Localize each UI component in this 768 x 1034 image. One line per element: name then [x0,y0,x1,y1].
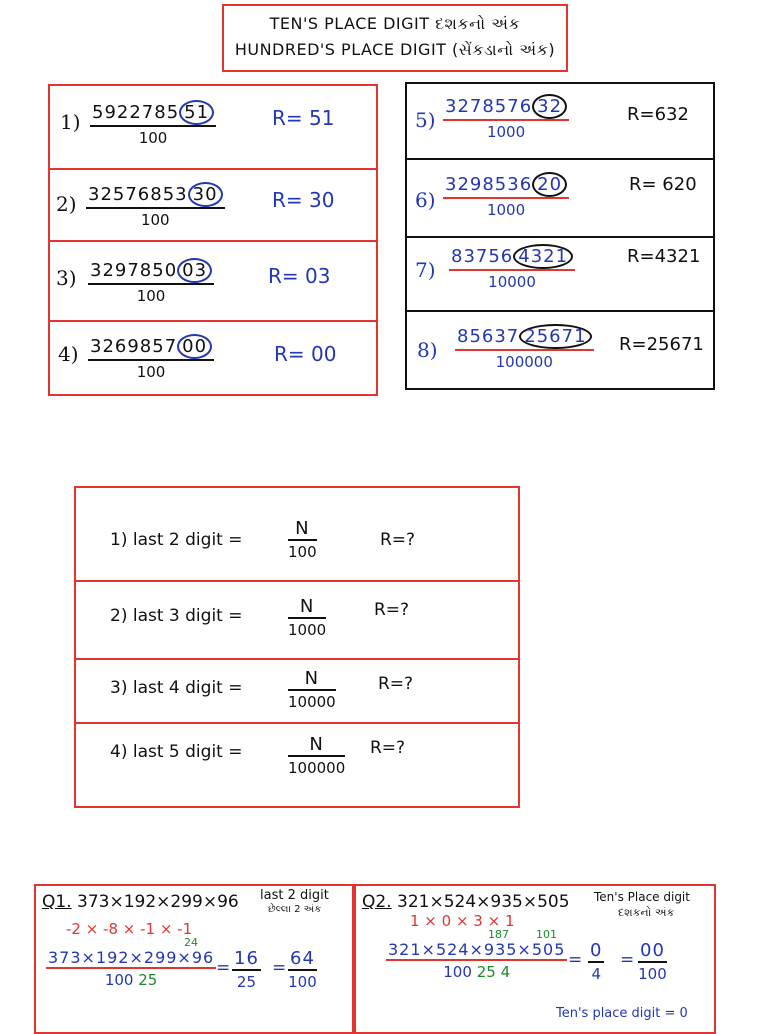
q2-question: 321×524×935×505 [397,892,570,912]
title-box [222,4,568,72]
rule-result: R=? [370,738,406,758]
rule-fraction: N 100 [288,518,317,561]
q1-equals: = [216,958,231,978]
denominator: 100 [88,359,214,381]
rules-box [74,486,520,808]
denominator: 1000 [443,197,569,219]
rule-result: R=? [380,530,416,550]
example-fraction [90,100,216,147]
q1-step: -2 × -8 × -1 × -1 [66,920,193,938]
example-label: 5) [415,108,436,132]
title-line-1: TEN'S PLACE DIGIT દશકનો અંક [269,14,521,33]
circled-digits: 30 [188,182,223,207]
example-label: 2) [56,192,77,216]
q2-fraction: $\frac{321\times 524\times 935\times 505}{100 25 4}$ [388,940,566,981]
q2-small-number: 187 [488,928,509,941]
example-label: 6) [415,188,436,212]
divider [50,240,376,242]
example-label: 8) [417,338,438,362]
q2-equals: = [620,950,635,970]
right-examples-box [405,82,715,390]
numerator: 83756 [451,246,514,267]
numerator: 3269857 [90,336,178,357]
numerator: 85637 [457,326,520,347]
example-fraction [455,324,594,371]
q2-answer: Ten's place digit = 0 [556,1006,688,1021]
rule-text: 4) last 5 digit = [110,742,243,762]
q1-box [34,884,354,1034]
rule-fraction: N 10000 [288,668,336,711]
example-fraction [88,258,214,305]
denominator: 100 [90,125,216,147]
example-fraction [86,182,225,229]
q2-eq1: 0 4 [590,940,603,983]
numerator: 3297850 [90,260,178,281]
example-result: R=25671 [619,334,704,355]
example-label: 3) [56,266,77,290]
divider [50,320,376,322]
q2-label: Q2. 321×524×935×505 [362,892,570,912]
q1-note: last 2 digit [260,888,329,903]
rule-fraction: N 100000 [288,734,346,777]
circled-digits: 20 [532,172,567,197]
example-fraction [449,244,575,291]
divider [407,158,713,160]
numerator: 5922785 [92,102,180,123]
example-result: R=4321 [627,246,701,267]
q1-small-number: 24 [184,936,198,949]
divider [76,722,518,724]
example-label: 4) [58,342,79,366]
circled-digits: 32 [532,94,567,119]
denominator: 10000 [449,269,575,291]
divider [76,580,518,582]
example-result: R= 620 [629,174,697,195]
circled-digits: 03 [177,258,212,283]
left-examples-box [48,84,378,396]
example-fraction [88,334,214,381]
divider [76,658,518,660]
divider [50,168,376,170]
example-result: R=632 [627,104,689,125]
example-label: 7) [415,258,436,282]
q2-eq2: 00 100 [638,940,667,983]
q2-box [354,884,716,1034]
example-fraction [443,94,569,141]
example-result: R= 30 [272,188,335,212]
rule-fraction: N 1000 [288,596,327,639]
numerator: 3298536 [445,174,533,195]
circled-digits: 00 [177,334,212,359]
example-result: R= 51 [272,106,335,130]
divider [407,236,713,238]
q2-step: 1 × 0 × 3 × 1 [410,912,515,930]
q1-eq2: 64 100 [288,948,317,991]
q1-equals: = [272,958,287,978]
circled-digits: 4321 [513,244,573,269]
q1-eq1: 16 25 [234,948,259,991]
example-result: R= 00 [274,342,337,366]
q2-note-gujarati: દશકનો અંક [618,906,675,919]
example-result: R= 03 [268,264,331,288]
denominator: 1000 [443,119,569,141]
denominator: 100 [88,283,214,305]
q2-note: Ten's Place digit [594,890,690,904]
divider [407,310,713,312]
circled-digits: 25671 [519,324,591,349]
q2-small-number: 101 [536,928,557,941]
rule-text: 3) last 4 digit = [110,678,243,698]
title-line-2: HUNDRED'S PLACE DIGIT (સેંકડાનો અંક) [234,40,556,59]
numerator: 32576853 [88,184,188,205]
rule-text: 1) last 2 digit = [110,530,243,550]
rule-text: 2) last 3 digit = [110,606,243,626]
q1-label: Q1. 373×192×299×96 [42,892,239,912]
q1-note-gujarati: છેલ્લા 2 અંક [268,904,322,915]
rule-result: R=? [378,674,414,694]
example-fraction [443,172,569,219]
q1-question: 373×192×299×96 [77,892,239,912]
denominator: 100 [86,207,225,229]
example-label: 1) [60,110,81,134]
q1-fraction: $\frac{373\times 192\times 299\times 96}{100 25}$ [48,948,215,989]
numerator: 3278576 [445,96,533,117]
circled-digits: 51 [179,100,214,125]
q2-equals: = [568,950,583,970]
denominator: 100000 [455,349,594,371]
rule-result: R=? [374,600,410,620]
